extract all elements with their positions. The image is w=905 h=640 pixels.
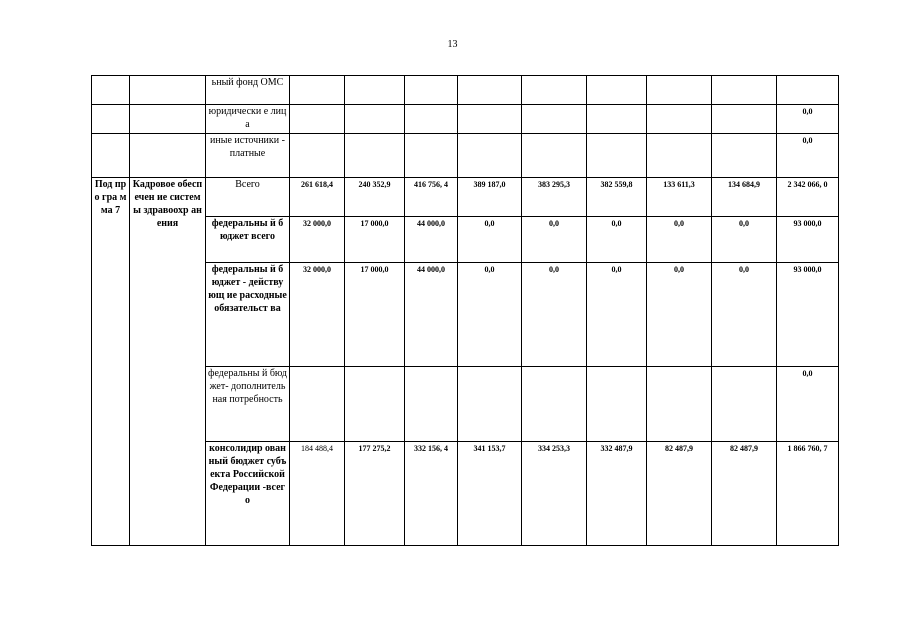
- value-cell: 32 000,0: [290, 263, 345, 367]
- row-label: ьный фонд ОМС: [206, 76, 290, 105]
- empty-cell: [130, 105, 206, 134]
- value-cell: 93 000,0: [777, 263, 839, 367]
- empty-cell: [130, 134, 206, 178]
- row-label: федеральны й бюджет - действующ ие расходные обязательст ва: [206, 263, 290, 367]
- value-cell: 0,0: [458, 263, 522, 367]
- value-cell: 32 000,0: [290, 217, 345, 263]
- value-cell: 93 000,0: [777, 217, 839, 263]
- value-cell: [777, 76, 839, 105]
- value-cell: [345, 76, 405, 105]
- value-cell: 416 756, 4: [405, 178, 458, 217]
- value-cell: 0,0: [777, 105, 839, 134]
- value-cell: 184 488,4: [290, 442, 345, 546]
- value-cell: 0,0: [777, 367, 839, 442]
- value-cell: 332 156, 4: [405, 442, 458, 546]
- value-cell: [587, 105, 647, 134]
- value-cell: 0,0: [458, 217, 522, 263]
- row-label: иные источники - платные: [206, 134, 290, 178]
- value-cell: 82 487,9: [647, 442, 712, 546]
- value-cell: [522, 134, 587, 178]
- value-cell: 261 618,4: [290, 178, 345, 217]
- empty-cell: [92, 76, 130, 105]
- value-cell: 382 559,8: [587, 178, 647, 217]
- table-row: [92, 105, 839, 134]
- value-cell: [290, 76, 345, 105]
- table-row: [92, 76, 839, 105]
- empty-cell: [92, 134, 130, 178]
- row-label: федеральны й бюджет всего: [206, 217, 290, 263]
- value-cell: 0,0: [647, 217, 712, 263]
- value-cell: [345, 105, 405, 134]
- value-cell: [587, 367, 647, 442]
- value-cell: [458, 105, 522, 134]
- budget-table: [91, 75, 839, 546]
- value-cell: [712, 105, 777, 134]
- value-cell: [458, 134, 522, 178]
- value-cell: 240 352,9: [345, 178, 405, 217]
- value-cell: [458, 367, 522, 442]
- value-cell: [587, 76, 647, 105]
- empty-cell: [130, 76, 206, 105]
- table-row: [92, 178, 839, 217]
- value-cell: [522, 367, 587, 442]
- value-cell: 44 000,0: [405, 217, 458, 263]
- value-cell: [345, 134, 405, 178]
- value-cell: [405, 105, 458, 134]
- value-cell: [405, 367, 458, 442]
- value-cell: 0,0: [587, 217, 647, 263]
- value-cell: 44 000,0: [405, 263, 458, 367]
- value-cell: 2 342 066, 0: [777, 178, 839, 217]
- value-cell: [587, 134, 647, 178]
- value-cell: 133 611,3: [647, 178, 712, 217]
- value-cell: 1 866 760, 7: [777, 442, 839, 546]
- row-label: Всего: [206, 178, 290, 217]
- empty-cell: [92, 105, 130, 134]
- value-cell: [647, 76, 712, 105]
- subprogram-number: Под про гра мма 7: [92, 178, 130, 546]
- value-cell: 0,0: [522, 263, 587, 367]
- row-label: консолидир ованный бюджет субъекта Российской Федерации -всего: [206, 442, 290, 546]
- value-cell: 177 275,2: [345, 442, 405, 546]
- value-cell: [405, 76, 458, 105]
- value-cell: 134 684,9: [712, 178, 777, 217]
- value-cell: [647, 134, 712, 178]
- row-label: юридически е лица: [206, 105, 290, 134]
- value-cell: [290, 367, 345, 442]
- value-cell: [712, 76, 777, 105]
- value-cell: [647, 105, 712, 134]
- value-cell: [522, 76, 587, 105]
- value-cell: 0,0: [522, 217, 587, 263]
- value-cell: 0,0: [587, 263, 647, 367]
- value-cell: 332 487,9: [587, 442, 647, 546]
- value-cell: [405, 134, 458, 178]
- value-cell: 17 000,0: [345, 217, 405, 263]
- value-cell: 17 000,0: [345, 263, 405, 367]
- value-cell: 0,0: [712, 217, 777, 263]
- value-cell: [712, 134, 777, 178]
- table-row: [92, 134, 839, 178]
- value-cell: 0,0: [777, 134, 839, 178]
- value-cell: [290, 105, 345, 134]
- value-cell: [345, 367, 405, 442]
- value-cell: 341 153,7: [458, 442, 522, 546]
- subprogram-name: Кадровое обеспечен ие системы здравоохр анения: [130, 178, 206, 546]
- value-cell: 383 295,3: [522, 178, 587, 217]
- value-cell: 82 487,9: [712, 442, 777, 546]
- value-cell: [458, 76, 522, 105]
- value-cell: 389 187,0: [458, 178, 522, 217]
- value-cell: [290, 134, 345, 178]
- value-cell: 0,0: [712, 263, 777, 367]
- page-number: 13: [447, 39, 458, 50]
- value-cell: [647, 367, 712, 442]
- row-label: федеральны й бюджет- дополнитель ная потребность: [206, 367, 290, 442]
- value-cell: [522, 105, 587, 134]
- value-cell: 334 253,3: [522, 442, 587, 546]
- value-cell: 0,0: [647, 263, 712, 367]
- value-cell: [712, 367, 777, 442]
